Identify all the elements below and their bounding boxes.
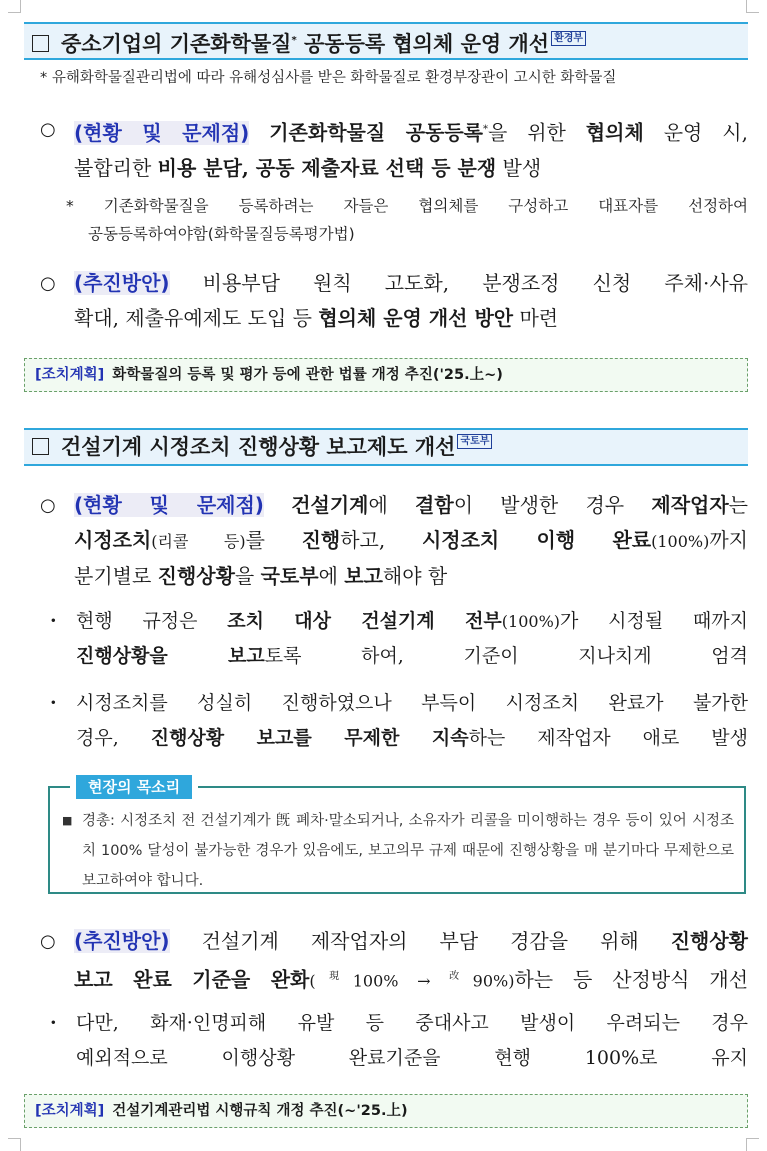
text-run: 보고	[344, 564, 383, 588]
status-label: (현황 및 문제점)	[74, 493, 264, 517]
checkbox-square-icon	[32, 35, 49, 52]
text-run: 改	[449, 971, 473, 982]
text-run: 불합리한	[74, 155, 158, 180]
text-run: 가 시정될 때까지	[560, 610, 748, 632]
section-2-status-paragraph	[40, 488, 748, 594]
text-run: 발생	[496, 155, 542, 180]
section-1-title-rest: 공동등록 협의체 운영 개선	[296, 32, 550, 56]
action-plan-text: 건설기계관리법 시행규칙 개정 추진(~'25.上)	[112, 1103, 408, 1119]
text-run: 까지	[709, 528, 748, 552]
text-run: (100%)	[651, 532, 710, 551]
footnote-mark: *	[291, 35, 297, 46]
text-run: 예외적으로 이행상황 완료기준을 현행 100%로 유지	[76, 1047, 748, 1069]
text-run: 에	[368, 493, 416, 517]
text-run: 협의체	[585, 120, 644, 145]
page-corner-mark	[8, 1138, 21, 1151]
text-run: 제작업자	[651, 493, 729, 517]
section-1-header	[24, 22, 748, 60]
text-run: 분기별로	[74, 564, 158, 588]
text-run: 시정조치	[74, 528, 152, 552]
text-run: (	[309, 971, 316, 991]
text-run: 토록 하여, 기준이 지나치게 엄격	[264, 645, 748, 667]
page-corner-mark	[8, 0, 21, 13]
text-run: 하고,	[340, 528, 422, 552]
section-2-sub-item-3	[50, 1006, 748, 1076]
circle-bullet-icon: ○	[40, 495, 56, 516]
field-voice-body	[62, 806, 734, 896]
text-run: 국토부	[260, 564, 319, 588]
section-1-title: 중소기업의 기존화학물질	[61, 32, 292, 56]
section-1-footnote: * 유해화학물질관리법에 따라 유해성심사를 받은 화학물질로 환경부장관이 고시한 화학물질	[40, 70, 617, 86]
text-run: 확대, 제출유예제도 도입 등	[74, 306, 319, 330]
status-label: (현황 및 문제점)	[74, 120, 250, 145]
text-run: 을	[234, 564, 261, 588]
text-run: 건설기계 제작업자의 부담 경감을 위해	[169, 929, 671, 953]
text-run: 90%)	[472, 971, 515, 991]
page-corner-mark	[746, 1138, 759, 1151]
note-line: 공동등록하여야함(화학물질등록평가법)	[88, 225, 355, 243]
circle-bullet-icon: ○	[40, 273, 56, 294]
action-plan-text: 화학물질의 등록 및 평가 등에 관한 법률 개정 추진('25.上~)	[112, 367, 503, 383]
section-2-header	[24, 428, 748, 466]
field-voice-box	[48, 778, 746, 894]
agency-tag: 환경부	[551, 31, 586, 46]
square-bullet-icon: ■	[62, 814, 73, 827]
text-run: 경우,	[76, 727, 151, 749]
text-run: 기존화학물질 공동등록	[269, 120, 483, 145]
text-run: 조치 대상 건설기계 전부	[227, 610, 502, 632]
field-voice-title: 현장의 목소리	[70, 775, 198, 799]
plan-label: (추진방안)	[74, 271, 170, 295]
text-run: 비용 분담, 공동 제출자료 선택 등 분쟁	[157, 155, 497, 180]
text-run: 하는 등 산정방식 개선	[514, 967, 749, 992]
footnote-mark: *	[482, 124, 488, 135]
section-2-sub-item-1	[50, 604, 748, 674]
text-run: 는	[728, 493, 748, 517]
text-run: 진행상황 보고를 무제한 지속	[150, 727, 469, 749]
section-2-action-plan	[24, 1094, 748, 1128]
section-1-plan-paragraph	[40, 266, 748, 336]
text-run: 마련	[513, 306, 559, 330]
text-run: 진행	[301, 528, 341, 552]
text-run: 진행상황	[670, 929, 748, 953]
text-run: 비용부담 원칙 고도화, 분쟁조정 신청 주체·사유	[169, 271, 748, 295]
text-run: 진행상황	[157, 564, 235, 588]
text-run: 운영 시,	[643, 120, 748, 145]
circle-bullet-icon: ○	[40, 931, 56, 952]
section-2-sub-item-2	[50, 686, 748, 756]
text-run: 다만, 화재·인명피해 유발 등 중대사고 발생이 우려되는 경우	[76, 1012, 748, 1034]
section-1-action-plan	[24, 358, 748, 392]
text-run: 보고 완료 기준을 완화	[74, 967, 310, 992]
text-run: 을 위한	[487, 120, 586, 145]
text-run: 건설기계	[291, 493, 369, 517]
agency-tag: 국토부	[457, 434, 492, 449]
section-2-plan-paragraph	[40, 924, 748, 999]
text-run: 하는 제작업자 애로 발생	[468, 727, 748, 749]
checkbox-square-icon	[32, 438, 49, 455]
plan-label: (추진방안)	[74, 929, 170, 953]
text-run: 에	[318, 564, 345, 588]
section-1-status-note	[66, 192, 748, 248]
circle-bullet-icon: ○	[40, 119, 56, 140]
text-run: 100% →	[352, 971, 450, 991]
text-run: 시정조치를 성실히 진행하였으나 부득이 시정조치 완료가 불가한	[76, 692, 748, 714]
section-2-title: 건설기계 시정조치 진행상황 보고제도 개선	[61, 435, 456, 459]
text-run: (리콜 등)	[151, 532, 246, 551]
dot-bullet-icon: ·	[50, 692, 57, 714]
action-plan-label: [조치계획]	[35, 1103, 105, 1119]
text-run: 시정조치 이행 완료	[421, 528, 652, 552]
action-plan-label: [조치계획]	[35, 367, 105, 383]
dot-bullet-icon: ·	[50, 1012, 57, 1034]
text-run: (100%)	[501, 612, 561, 631]
text-run: 결함	[415, 493, 454, 517]
text-run: 이 발생한 경우	[453, 493, 652, 517]
text-run: 현행 규정은	[76, 610, 228, 632]
text-run: 해야 함	[382, 564, 448, 588]
section-1-status-paragraph	[40, 112, 748, 186]
page-corner-mark	[746, 0, 759, 13]
text-run: 협의체 운영 개선 방안	[318, 306, 514, 330]
text-run: 를	[245, 528, 302, 552]
text-run: 現	[315, 971, 353, 982]
field-voice-text: 경총: 시정조치 전 건설기계가 旣 폐차·말소되거나, 소유자가 리콜을 미이행하는 경우 등이 있어 시정조치 100% 달성이 불가능한 경우가 있음에도, 보고의무 규제 때문에 진행상황을 매 분기마다 무제한으로 보고하여야 합니다.	[82, 813, 734, 889]
text-run: 진행상황을 보고	[76, 645, 265, 667]
dot-bullet-icon: ·	[50, 610, 57, 632]
note-line: * 기존화학물질을 등록하려는 자들은 협의체를 구성하고 대표자를 선정하여	[66, 197, 748, 215]
